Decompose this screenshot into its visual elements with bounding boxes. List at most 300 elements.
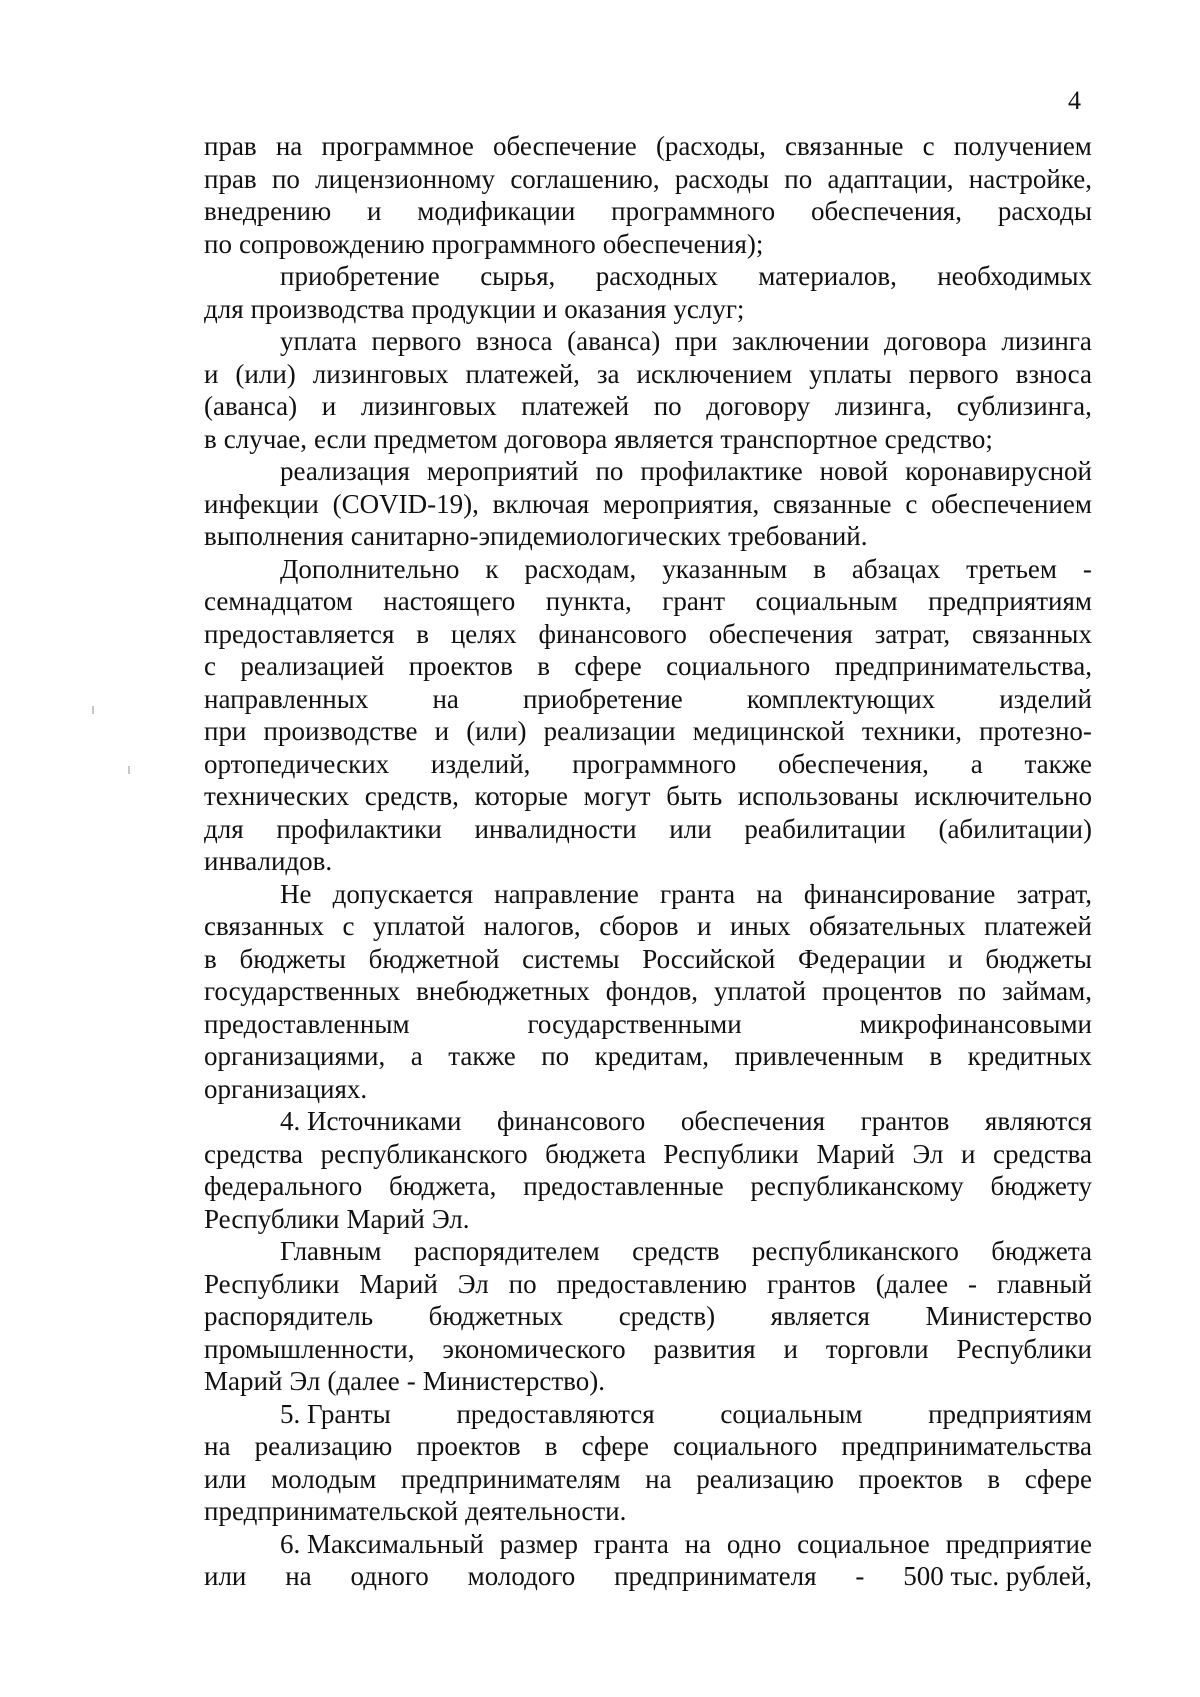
- word: привлеченным: [734, 1041, 904, 1071]
- word: по: [541, 1041, 570, 1071]
- text-line: [204, 1268, 1092, 1301]
- word: сфере: [574, 651, 642, 681]
- text-line: [204, 1203, 1092, 1236]
- word: одно: [726, 1528, 782, 1559]
- word: молодым: [270, 1463, 377, 1494]
- word: бюджета,: [389, 1171, 497, 1201]
- word: программного: [611, 196, 776, 226]
- word: взноса: [476, 326, 553, 356]
- word: грант: [662, 586, 726, 616]
- word: с: [204, 651, 216, 681]
- word: кредитных: [967, 1041, 1092, 1071]
- word: 500 тыс. рублей,: [903, 1561, 1092, 1591]
- word: сфере: [1024, 1463, 1092, 1494]
- word: социального: [673, 1431, 818, 1461]
- word: использованы: [737, 781, 899, 811]
- word: предоставлению: [556, 1268, 748, 1299]
- text-line: [204, 260, 1092, 293]
- word: предпринимательства: [841, 1431, 1092, 1461]
- text-line: [204, 975, 1092, 1008]
- word: лизинговых: [360, 391, 497, 421]
- word: реабилитации: [744, 813, 906, 844]
- word: реализация: [280, 456, 410, 486]
- text-line: [204, 585, 1092, 618]
- word: Марий: [346, 1203, 425, 1234]
- text-line: [204, 715, 1092, 748]
- word: а: [410, 1041, 423, 1071]
- word: предприятиям: [928, 1398, 1092, 1429]
- text-line: [204, 130, 1092, 163]
- word: по: [784, 163, 813, 194]
- word: к: [485, 553, 499, 584]
- word: федерального: [204, 1171, 363, 1201]
- word: в: [544, 1431, 558, 1461]
- word: проектов: [408, 651, 513, 681]
- word: сублизинга,: [956, 391, 1092, 421]
- word: обеспечения);: [602, 228, 764, 259]
- word: инвалидности: [474, 813, 637, 844]
- word: иных: [729, 911, 791, 941]
- word: если: [314, 423, 367, 454]
- word: финансового: [538, 618, 687, 649]
- text-line: [204, 1333, 1092, 1366]
- word: коронавирусной: [905, 456, 1092, 486]
- word: исключением: [636, 358, 793, 389]
- word: грантов: [767, 1268, 856, 1299]
- scan-speck: [128, 766, 130, 774]
- word: также: [448, 1041, 516, 1071]
- word: республиканскому: [750, 1171, 964, 1201]
- text-line: [204, 325, 1092, 358]
- word: налогов,: [483, 911, 581, 941]
- word: с: [922, 131, 935, 161]
- word: уплаты: [809, 358, 892, 389]
- word: предоставляется: [204, 618, 395, 649]
- word: программное: [321, 131, 474, 161]
- word: ортопедических: [204, 748, 390, 779]
- word: и: [321, 391, 337, 421]
- word: средство;: [884, 423, 993, 454]
- word: по: [508, 1268, 537, 1299]
- word: и: [948, 943, 963, 974]
- word: предпринимателя: [614, 1561, 817, 1591]
- word: социальное: [797, 1528, 930, 1559]
- word: лизинга,: [834, 391, 933, 421]
- word: (далее: [875, 1268, 949, 1299]
- text-line: [204, 683, 1092, 716]
- word: является: [614, 423, 714, 454]
- word: микрофинансовыми: [859, 1008, 1092, 1039]
- word: организациями,: [204, 1041, 386, 1071]
- word: могут: [583, 781, 651, 811]
- word: или: [669, 813, 712, 844]
- word: бюджеты: [985, 943, 1092, 974]
- word: одного: [350, 1561, 429, 1591]
- word: абзацах: [851, 553, 941, 584]
- word: -: [855, 1561, 865, 1591]
- word: процентов: [822, 976, 943, 1006]
- text-line: [204, 878, 1092, 911]
- word: республиканского: [751, 1236, 959, 1266]
- word: приобретение: [522, 683, 683, 714]
- word: при: [674, 326, 718, 356]
- word: средств,: [364, 781, 459, 811]
- word: и: [366, 196, 382, 226]
- word: настройке,: [968, 163, 1092, 194]
- word: гранта: [593, 1528, 669, 1559]
- text-line: [204, 390, 1092, 423]
- word: лизинговых: [312, 358, 449, 389]
- word: включая: [492, 488, 590, 519]
- text-line: [204, 780, 1092, 813]
- word: системы: [522, 943, 620, 974]
- word: семнадцатом: [204, 586, 353, 616]
- word: с: [342, 911, 355, 941]
- word: бюджета: [545, 1138, 646, 1169]
- word: обязательных: [809, 911, 966, 941]
- word: Главным: [280, 1236, 382, 1266]
- word: и: [960, 1138, 976, 1169]
- word: на: [756, 878, 783, 909]
- text-line: [204, 1138, 1092, 1171]
- text-line: [204, 1463, 1092, 1496]
- word: Министерство: [925, 1301, 1092, 1331]
- word: допускается: [332, 878, 474, 909]
- page-number: 4: [1068, 86, 1081, 115]
- word: 5. Гранты: [280, 1398, 391, 1429]
- word: и: [783, 1333, 798, 1364]
- word: сопровождению: [238, 228, 425, 259]
- word: 4. Источниками: [280, 1106, 462, 1136]
- word: являются: [984, 1106, 1092, 1136]
- text-line: [204, 650, 1092, 683]
- word: грантов: [860, 1106, 950, 1136]
- text-line: [204, 1430, 1092, 1463]
- word: обеспечения: [708, 618, 853, 649]
- word: социальным: [755, 586, 898, 616]
- word: промышленности,: [204, 1333, 415, 1364]
- word: средств: [632, 1236, 720, 1266]
- word: продукции: [411, 293, 536, 324]
- word: проектов: [416, 1431, 521, 1461]
- text-line: [204, 195, 1092, 228]
- word: бюджетной: [368, 943, 500, 974]
- word: предоставленные: [523, 1171, 724, 1201]
- word: предоставленным: [204, 1008, 410, 1039]
- word: предпринимателям: [400, 1463, 621, 1494]
- word: обеспечения,: [778, 748, 929, 779]
- word: предпринимательства,: [834, 651, 1092, 681]
- word: проектов: [858, 1463, 963, 1494]
- word: Эл: [289, 1366, 321, 1396]
- word: протезно-: [979, 716, 1092, 746]
- word: настоящего: [383, 586, 516, 616]
- text-line: [204, 618, 1092, 651]
- word: реализацию: [696, 1463, 834, 1494]
- word: государственными: [527, 1008, 742, 1039]
- word: договору: [706, 391, 811, 421]
- word: лизинга: [1001, 326, 1092, 356]
- word: Российской: [642, 943, 776, 974]
- text-line: [204, 1170, 1092, 1203]
- word: развития: [653, 1333, 756, 1364]
- text-line: [204, 1528, 1092, 1561]
- word: пункта,: [545, 586, 632, 616]
- word: программного: [431, 228, 596, 259]
- word: фондов,: [605, 976, 698, 1006]
- word: или: [204, 1463, 247, 1494]
- word: целях: [450, 618, 517, 649]
- word: (COVID-19),: [332, 488, 479, 519]
- word: в: [537, 651, 551, 681]
- word: платежей: [521, 391, 630, 421]
- text-line: [204, 488, 1092, 521]
- word: (или): [235, 358, 296, 389]
- word: транспортное: [720, 423, 878, 454]
- word: направление: [494, 878, 639, 909]
- word: Министерство).: [422, 1366, 605, 1396]
- word: программного: [572, 748, 737, 779]
- text-line: [204, 1073, 1092, 1106]
- word: -: [1082, 553, 1092, 584]
- word: необходимых: [937, 261, 1092, 291]
- word: прав: [204, 131, 257, 161]
- word: главный: [997, 1268, 1092, 1299]
- word: (расходы,: [655, 131, 766, 161]
- word: для: [204, 293, 244, 324]
- text-line: [204, 813, 1092, 846]
- word: в: [929, 1041, 943, 1071]
- text-line: [204, 455, 1092, 488]
- document-body: [204, 130, 1092, 1593]
- word: уплата: [280, 326, 357, 356]
- word: кредитам,: [594, 1041, 710, 1071]
- word: обеспечением: [931, 488, 1092, 519]
- word: бюджету: [990, 1171, 1092, 1201]
- word: требований.: [728, 521, 868, 551]
- word: выполнения: [204, 521, 344, 551]
- word: предметом: [373, 423, 498, 454]
- word: мероприятий: [426, 456, 579, 486]
- word: -: [968, 1268, 978, 1299]
- text-line: [204, 358, 1092, 391]
- word: и: [697, 911, 712, 941]
- word: расходы: [997, 196, 1092, 226]
- word: (аванса): [204, 391, 298, 421]
- text-line: [204, 1560, 1092, 1593]
- word: расходных: [595, 261, 718, 291]
- word: на: [204, 1431, 231, 1461]
- word: организациях.: [204, 1073, 368, 1104]
- word: (аванса): [567, 326, 661, 356]
- word: получением: [953, 131, 1092, 161]
- text-line: [204, 1235, 1092, 1268]
- text-line: [204, 163, 1092, 196]
- word: (абилитации): [938, 813, 1092, 844]
- word: социального: [666, 651, 811, 681]
- text-line: [204, 1040, 1092, 1073]
- word: прав: [204, 163, 257, 194]
- word: связанных: [971, 618, 1092, 649]
- word: Эл.: [431, 1203, 470, 1234]
- word: третьем: [966, 553, 1057, 584]
- word: при: [204, 716, 247, 746]
- word: для: [204, 813, 244, 844]
- text-line: [204, 520, 1092, 553]
- word: Марий: [359, 1268, 438, 1299]
- word: торговли: [825, 1333, 929, 1364]
- word: договора: [504, 423, 608, 454]
- word: мероприятия,: [602, 488, 760, 519]
- word: взноса: [1015, 358, 1092, 389]
- word: -: [406, 1366, 416, 1396]
- word: предоставляются: [456, 1398, 655, 1429]
- word: по: [653, 391, 682, 421]
- word: исключительно: [914, 781, 1092, 811]
- word: технических: [204, 781, 350, 811]
- word: изделий,: [430, 748, 531, 779]
- word: в: [987, 1463, 1001, 1494]
- word: в: [416, 618, 429, 649]
- word: профилактике: [640, 456, 803, 486]
- word: соглашению,: [510, 163, 660, 194]
- word: реализации: [543, 716, 676, 746]
- word: в: [204, 943, 217, 974]
- word: средства: [992, 1138, 1092, 1169]
- word: направленных: [204, 683, 369, 714]
- word: распорядителем: [413, 1236, 600, 1266]
- word: Эл: [912, 1138, 944, 1169]
- text-line: [204, 1398, 1092, 1431]
- word: по: [958, 976, 987, 1006]
- word: реализацией: [240, 651, 385, 681]
- word: 6. Максимальный: [280, 1528, 484, 1559]
- scan-speck: [92, 706, 94, 714]
- word: по: [271, 163, 300, 194]
- word: займам,: [1002, 976, 1092, 1006]
- word: обеспечения: [680, 1106, 826, 1136]
- word: внебюджетных: [416, 976, 590, 1006]
- word: случае,: [223, 423, 308, 454]
- word: Республики: [663, 1138, 799, 1169]
- word: связанных: [204, 911, 324, 941]
- text-line: [204, 553, 1092, 586]
- word: модификации: [417, 196, 576, 226]
- word: экономического: [442, 1333, 626, 1364]
- word: финансирование: [803, 878, 996, 909]
- word: внедрению: [204, 196, 332, 226]
- word: сырья,: [480, 261, 556, 291]
- word: государственных: [204, 976, 401, 1006]
- word: первого: [908, 358, 999, 389]
- word: Республики: [204, 1203, 340, 1234]
- word: расходы: [674, 163, 770, 194]
- word: Марий: [816, 1138, 895, 1169]
- text-line: [204, 1300, 1092, 1333]
- word: Дополнительно: [280, 553, 460, 584]
- word: обеспечения,: [811, 196, 962, 226]
- text-line: [204, 293, 1092, 326]
- word: первого: [371, 326, 462, 356]
- word: в: [204, 423, 217, 454]
- word: адаптации,: [827, 163, 954, 194]
- word: бюджеты: [239, 943, 346, 974]
- word: республиканского: [320, 1138, 528, 1169]
- text-line: [204, 910, 1092, 943]
- word: по: [595, 456, 624, 486]
- word: на: [285, 1561, 312, 1591]
- text-line: [204, 1495, 1092, 1528]
- word: Республики: [204, 1268, 340, 1299]
- word: (далее: [327, 1366, 400, 1396]
- word: сборов: [599, 911, 679, 941]
- word: платежей: [984, 911, 1092, 941]
- word: уплатой: [714, 976, 807, 1006]
- word: гранта: [660, 878, 736, 909]
- word: Эл: [457, 1268, 489, 1299]
- word: с: [905, 488, 918, 519]
- word: на: [432, 683, 459, 714]
- word: за: [596, 358, 620, 389]
- word: размер: [499, 1528, 578, 1559]
- word: медицинской: [692, 716, 845, 746]
- word: заключении: [732, 326, 870, 356]
- text-line: [204, 943, 1092, 976]
- word: молодого: [467, 1561, 576, 1591]
- word: сфере: [581, 1431, 649, 1461]
- word: средств): [618, 1301, 716, 1331]
- word: и: [434, 716, 450, 746]
- text-line: [204, 1008, 1092, 1041]
- word: санитарно-эпидемиологических: [350, 521, 722, 551]
- word: в: [813, 553, 826, 584]
- word: по: [204, 228, 232, 259]
- word: оказания: [564, 293, 667, 324]
- word: также: [1024, 748, 1092, 779]
- word: Федерации: [798, 943, 926, 974]
- word: уплатой: [373, 911, 466, 941]
- word: предпринимательской: [204, 1496, 459, 1526]
- word: Республики: [956, 1333, 1092, 1364]
- word: на: [684, 1528, 712, 1559]
- word: техники,: [861, 716, 962, 746]
- word: на: [645, 1463, 672, 1494]
- word: изделий: [999, 683, 1092, 714]
- word: связанные: [785, 131, 904, 161]
- word: быть: [666, 781, 723, 811]
- word: деятельности.: [465, 1496, 627, 1526]
- word: инфекции: [204, 488, 319, 519]
- word: обеспечение: [493, 131, 637, 161]
- word: комплектующих: [746, 683, 936, 714]
- text-line: [204, 423, 1092, 456]
- word: предприятиям: [928, 586, 1092, 616]
- word: которые: [474, 781, 568, 811]
- word: материалов,: [758, 261, 897, 291]
- word: на: [275, 131, 303, 161]
- text-line: [204, 1365, 1092, 1398]
- text-line: [204, 845, 1092, 878]
- word: бюджетных: [428, 1301, 564, 1331]
- text-line: [204, 1105, 1092, 1138]
- word: предприятие: [945, 1528, 1092, 1559]
- word: лицензионному: [315, 163, 496, 194]
- word: приобретение: [280, 261, 440, 291]
- word: договора: [884, 326, 987, 356]
- word: Марий: [204, 1366, 283, 1396]
- word: затрат,: [874, 618, 951, 649]
- word: связанные: [773, 488, 892, 519]
